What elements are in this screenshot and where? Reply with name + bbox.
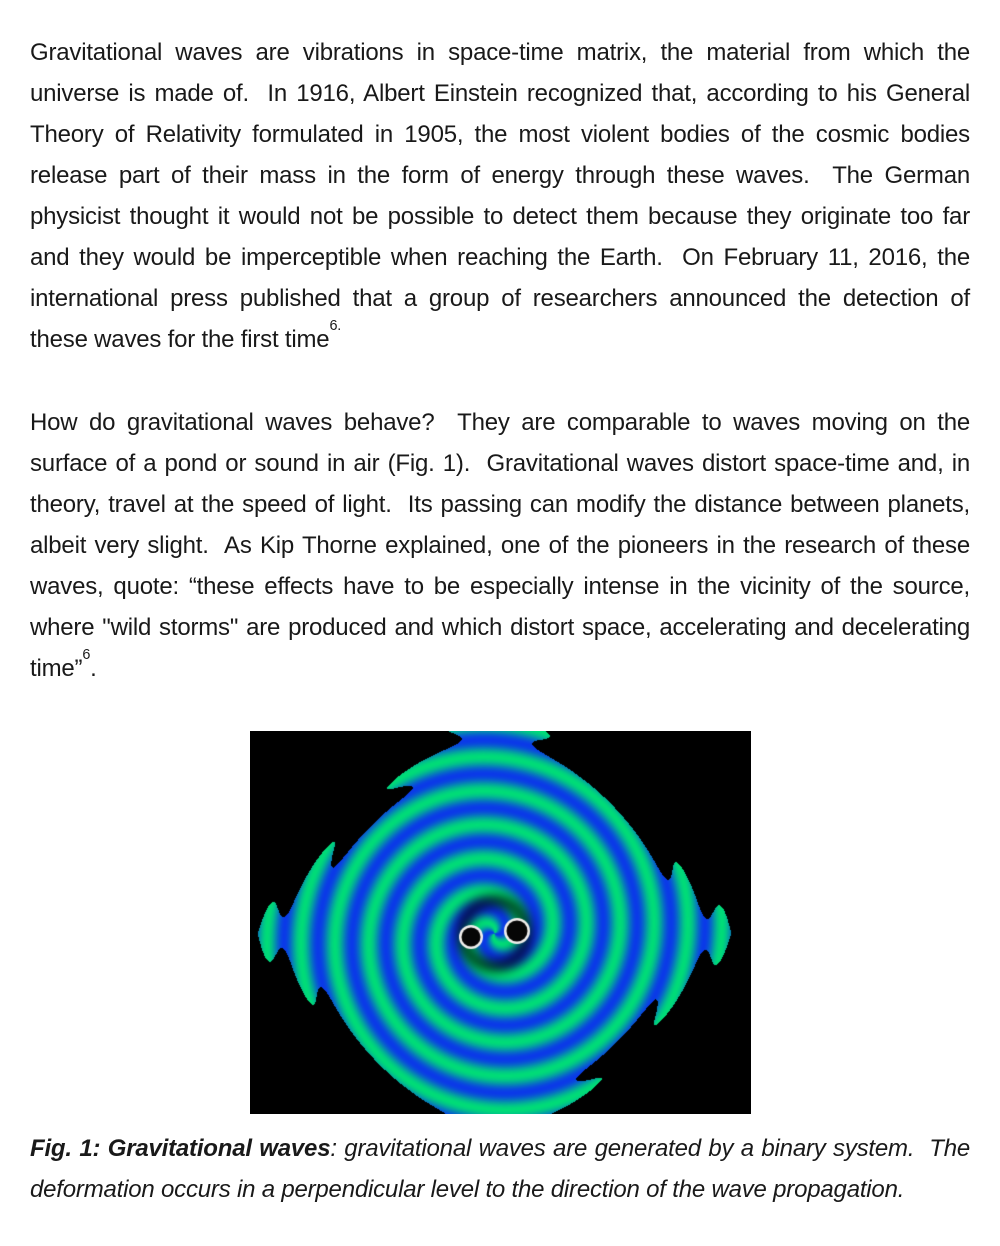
paragraph-1-text: Gravitational waves are vibrations in space-time matrix, the material from which the universe is made of. In 1916, Albert Einstein recognized that, according to his General Theory of Relativity formulated in 1905, the most violent bodies of the cosmic bodies release part of their mass in the form of energy through these waves. The German physicist thought it would not be possible to detect them because they originate too far and they would be imperceptible when reaching the Earth. On February 11, 2016, the international press published that a group of researchers announced the detection of these waves for the first time	[30, 39, 970, 353]
figure-caption	[30, 1128, 970, 1210]
figure-caption-label: Fig. 1: Gravitational waves	[30, 1135, 331, 1162]
paragraph-1	[30, 32, 970, 360]
footnote-ref-6b: 6	[82, 647, 91, 664]
footnote-ref-6: 6.	[329, 318, 342, 335]
figure-1	[250, 731, 751, 1114]
paragraph-2-after: .	[90, 655, 97, 682]
paragraph-2-text: How do gravitational waves behave? They are comparable to waves moving on the surface of a pond or sound in air (Fig. 1). Gravitational waves distort space-time and, in theory, travel at the speed of light. Its passing can modify the distance between planets, albeit very slight. As Kip Thorne explained, one of the pioneers in the research of these waves, quote: “these effects have to be especially intense in the vicinity of the source, where "wild storms" are produced and which distort space, accelerating and decelerating time”	[30, 409, 970, 682]
gravitational-wave-image	[250, 731, 751, 1114]
figure-caption-text: : gravitational waves are generated by a binary system. The deformation occurs in a perpendicular level to the direction of the wave propagation.	[30, 1135, 970, 1203]
paragraph-2	[30, 402, 970, 689]
